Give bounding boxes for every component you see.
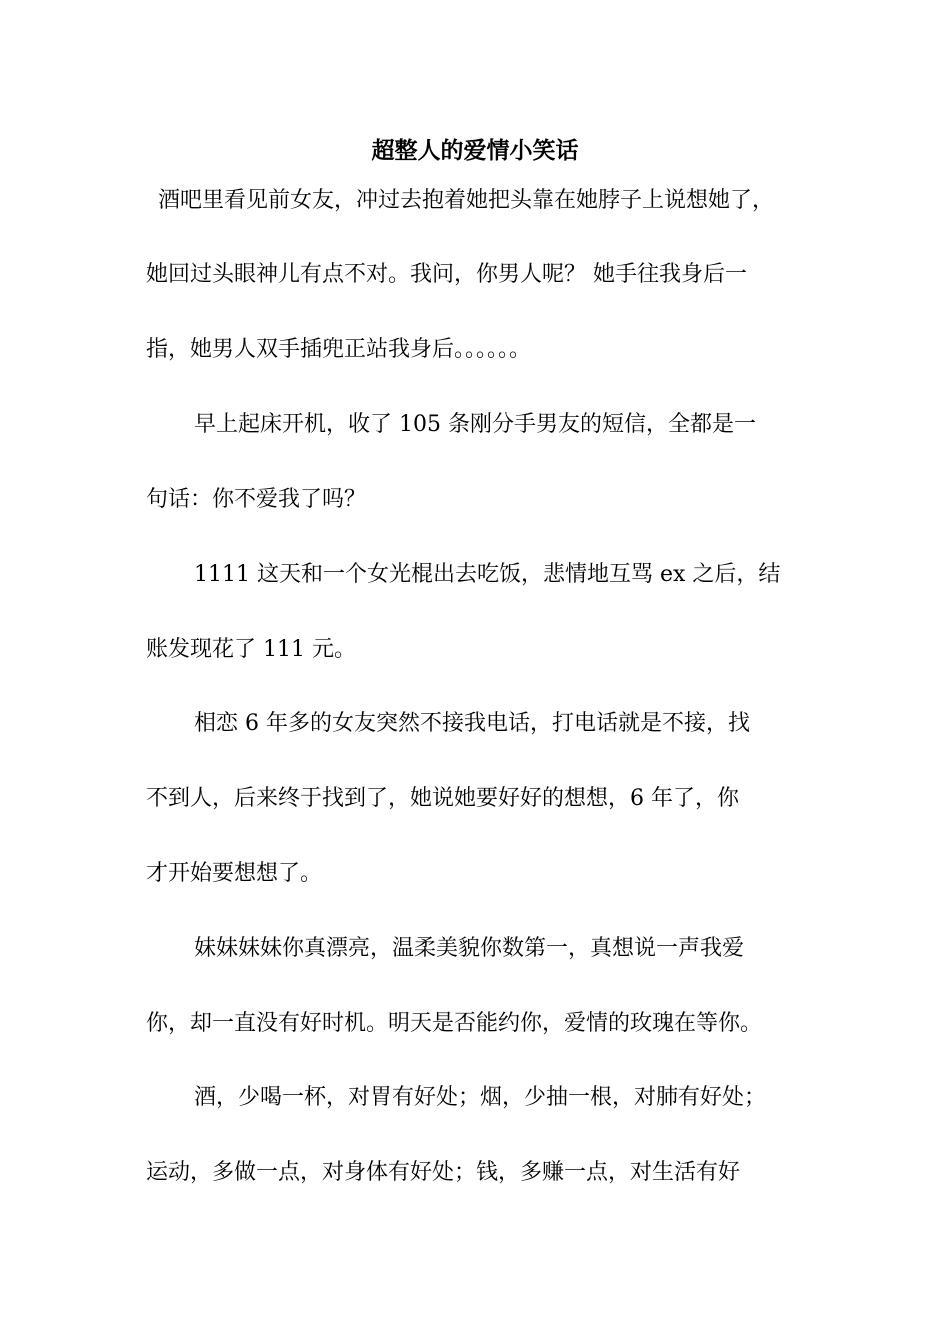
text-line: 酒吧里看见前女友，冲过去抱着她把头靠在她脖子上说想她了，: [158, 188, 775, 213]
text-line: 才开始要想想了。: [146, 861, 323, 886]
document-title: 超整人的爱情小笑话: [371, 137, 579, 164]
text-line: 她回过头眼神儿有点不对。我问，你男人呢？ 她手往我身后一: [146, 262, 747, 287]
text-line: 运动，多做一点，对身体有好处；钱，多赚一点，对生活有好: [146, 1160, 741, 1185]
text-line: 不到人，后来终于找到了，她说她要好好的想想，6 年了，你: [146, 786, 739, 811]
text-line: 妹妹妹妹你真漂亮，温柔美貌你数第一，真想说一声我爱: [194, 936, 745, 961]
text-line: 相恋 6 年多的女友突然不接我电话，打电话就是不接，找: [194, 711, 750, 736]
text-line: 指，她男人双手插兜正站我身后。。。。。。: [146, 337, 532, 362]
text-line: 你，却一直没有好时机。明天是否能约你，爱情的玫瑰在等你。: [146, 1011, 763, 1036]
text-line: 账发现花了 111 元。: [146, 637, 356, 662]
text-line: 句话：你不爱我了吗？: [146, 487, 367, 512]
text-line: 酒，少喝一杯，对胃有好处；烟，少抽一根，对肺有好处；: [194, 1085, 767, 1110]
text-line: 早上起床开机，收了 105 条刚分手男友的短信，全都是一: [194, 412, 756, 437]
text-line: 1111 这天和一个女光棍出去吃饭，悲情地互骂 ex 之后，结: [194, 562, 781, 587]
